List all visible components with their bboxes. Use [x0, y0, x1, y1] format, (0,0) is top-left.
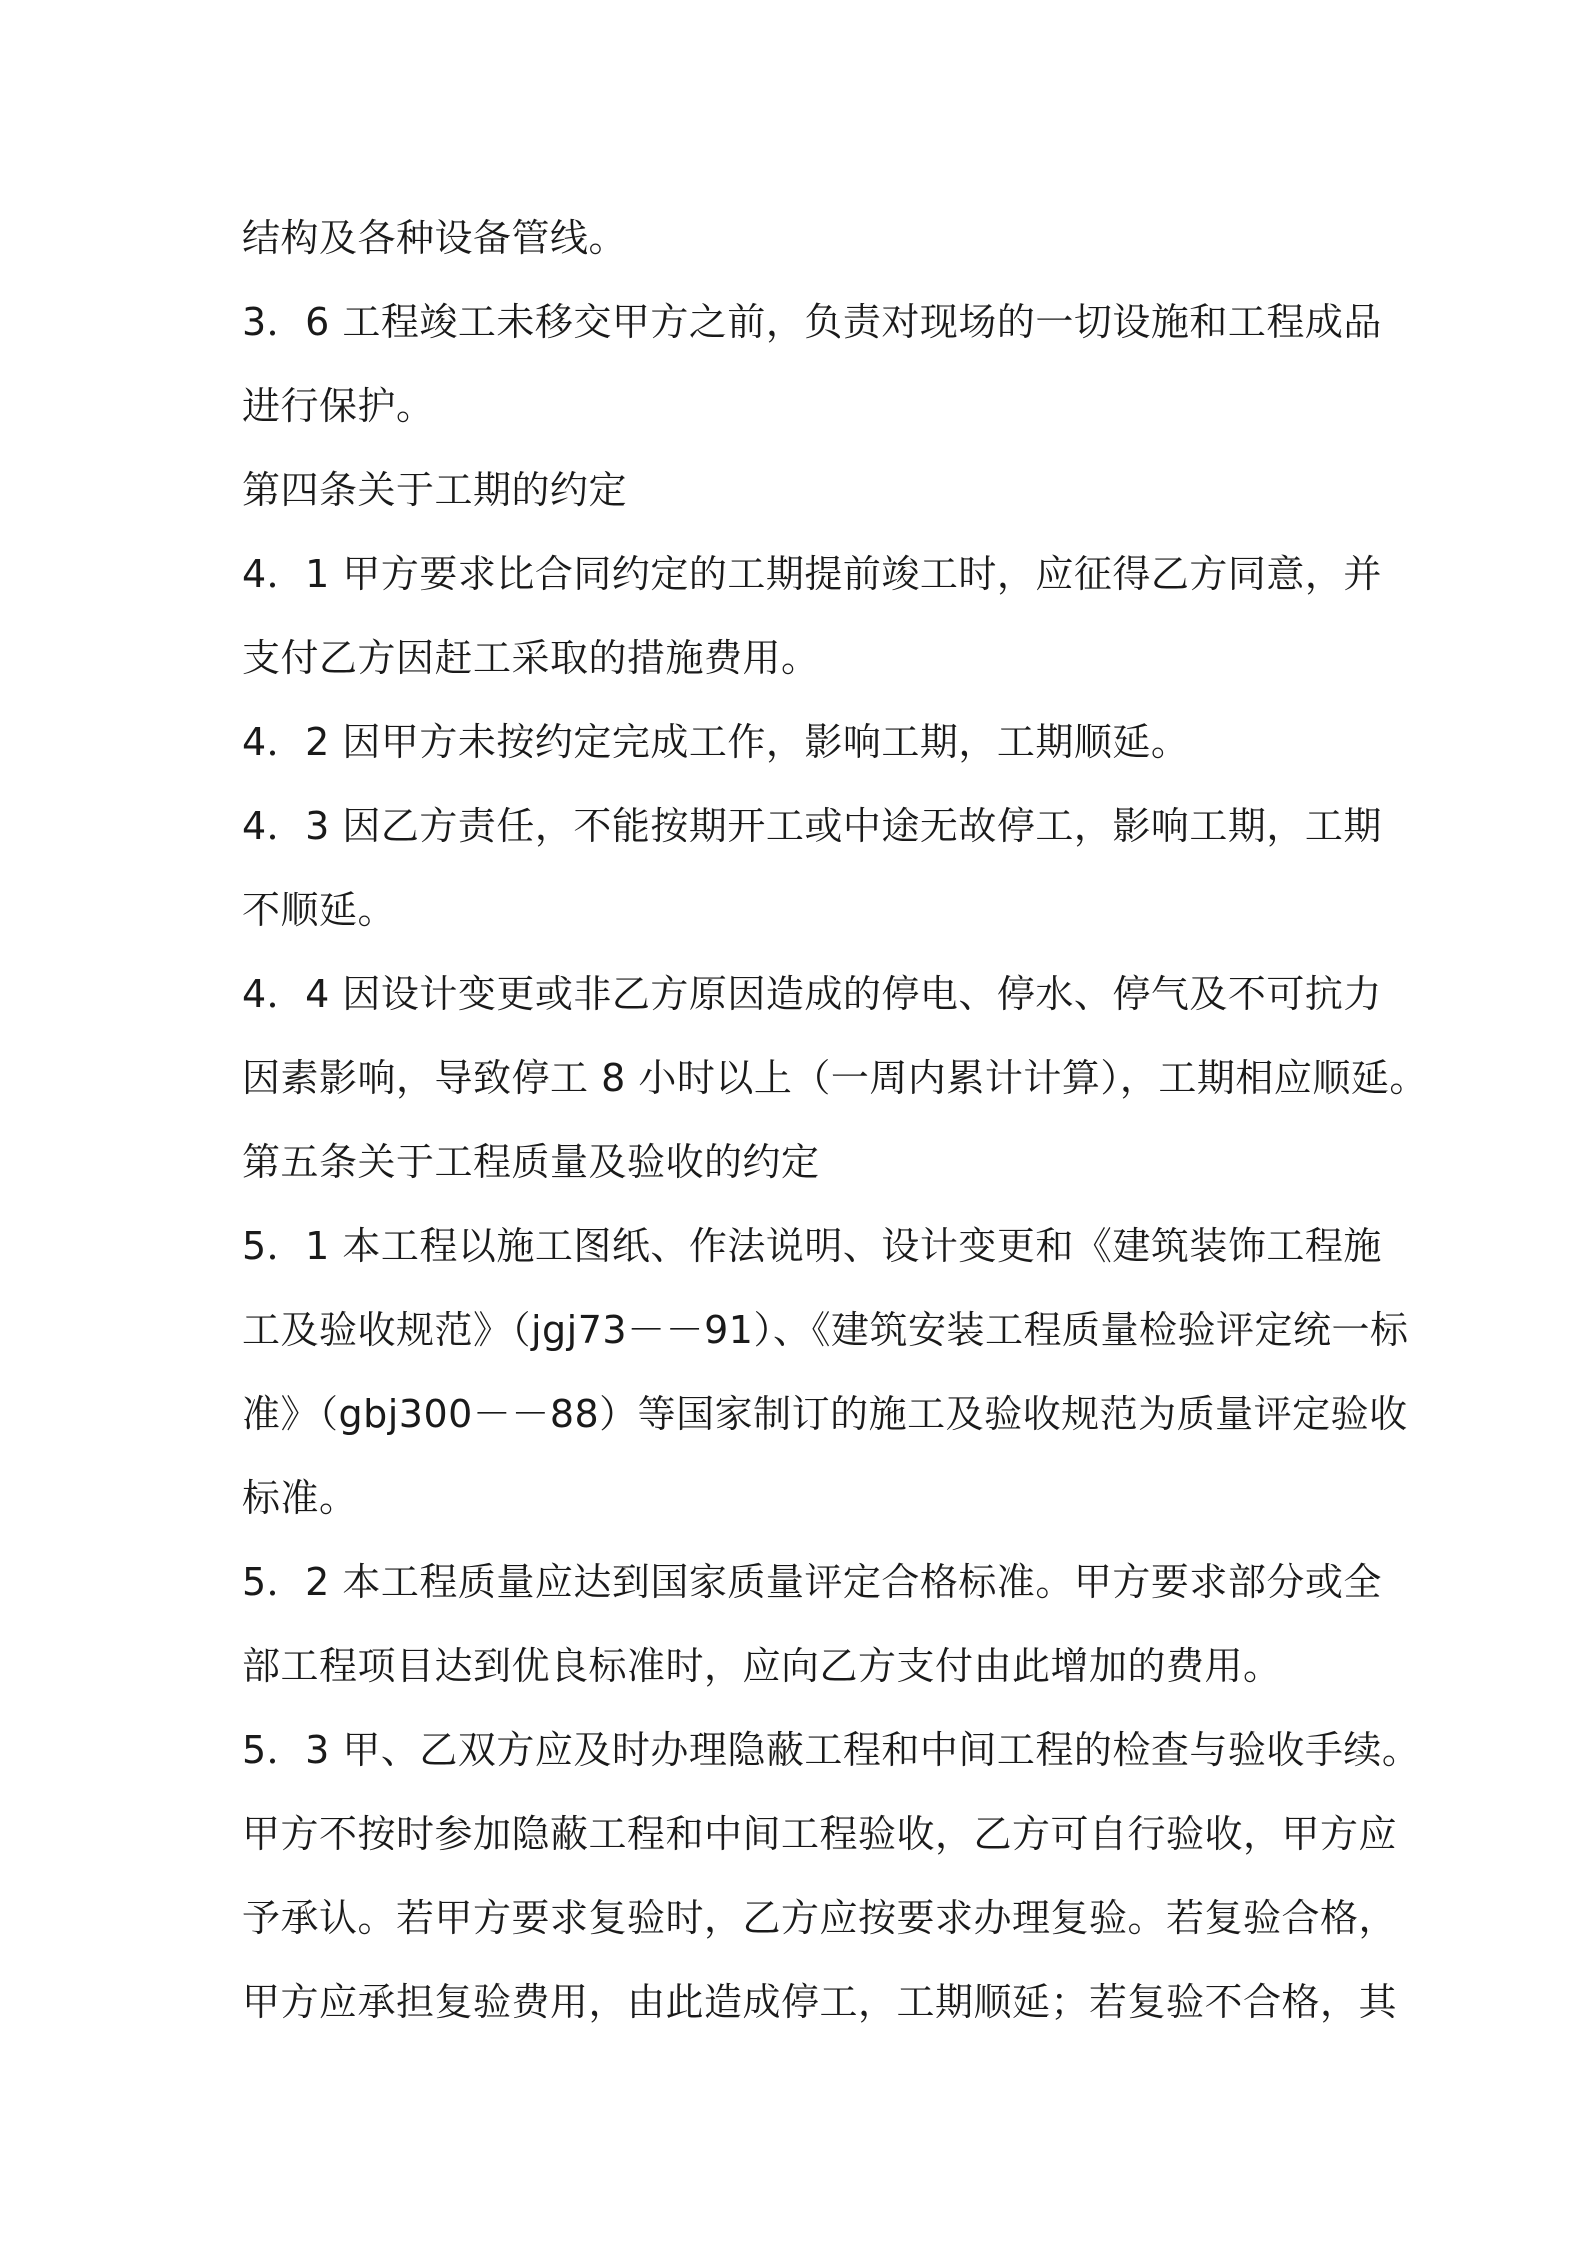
text-line: 予承认。若甲方要求复验时，乙方应按要求办理复验。若复验合格， [242, 1896, 1398, 1940]
text-line: 不顺延。 [242, 888, 397, 932]
text-line: 工及验收规范》（jgj73－－91）、《建筑安装工程质量检验评定统一标 [242, 1308, 1409, 1352]
clause-4-2: 4．2 因甲方未按约定完成工作，影响工期，工期顺延。 [242, 720, 1190, 764]
text-line: 甲方应承担复验费用，由此造成停工，工期顺延；若复验不合格，其 [242, 1980, 1398, 2024]
article-5-heading: 第五条关于工程质量及验收的约定 [242, 1140, 820, 1184]
document-body [242, 196, 1428, 2044]
text-line: 标准。 [242, 1476, 358, 1520]
text-line: 支付乙方因赶工采取的措施费用。 [242, 636, 820, 680]
text-line: 部工程项目达到优良标准时，应向乙方支付由此增加的费用。 [242, 1644, 1282, 1688]
text-line: 甲方不按时参加隐蔽工程和中间工程验收，乙方可自行验收，甲方应 [242, 1812, 1398, 1856]
clause-4-4: 4．4 因设计变更或非乙方原因造成的停电、停水、停气及不可抗力 [242, 972, 1382, 1016]
text-line: 结构及各种设备管线。 [242, 216, 628, 260]
clause-4-1: 4．1 甲方要求比合同约定的工期提前竣工时，应征得乙方同意，并 [242, 552, 1382, 596]
text-line: 准》（gbj300－－88）等国家制订的施工及验收规范为质量评定验收 [242, 1392, 1408, 1436]
article-4-heading: 第四条关于工期的约定 [242, 468, 628, 512]
clause-5-1: 5．1 本工程以施工图纸、作法说明、设计变更和《建筑装饰工程施 [242, 1224, 1382, 1268]
clause-5-3: 5．3 甲、乙双方应及时办理隐蔽工程和中间工程的检查与验收手续。 [242, 1728, 1421, 1772]
text-line: 进行保护。 [242, 384, 435, 428]
clause-5-2: 5．2 本工程质量应达到国家质量评定合格标准。甲方要求部分或全 [242, 1560, 1382, 1604]
clause-4-3: 4．3 因乙方责任，不能按期开工或中途无故停工，影响工期，工期 [242, 804, 1382, 848]
clause-3-6: 3．6 工程竣工未移交甲方之前，负责对现场的一切设施和工程成品 [242, 300, 1382, 344]
text-line: 因素影响，导致停工 8 小时以上（一周内累计计算），工期相应顺延。 [242, 1056, 1428, 1100]
